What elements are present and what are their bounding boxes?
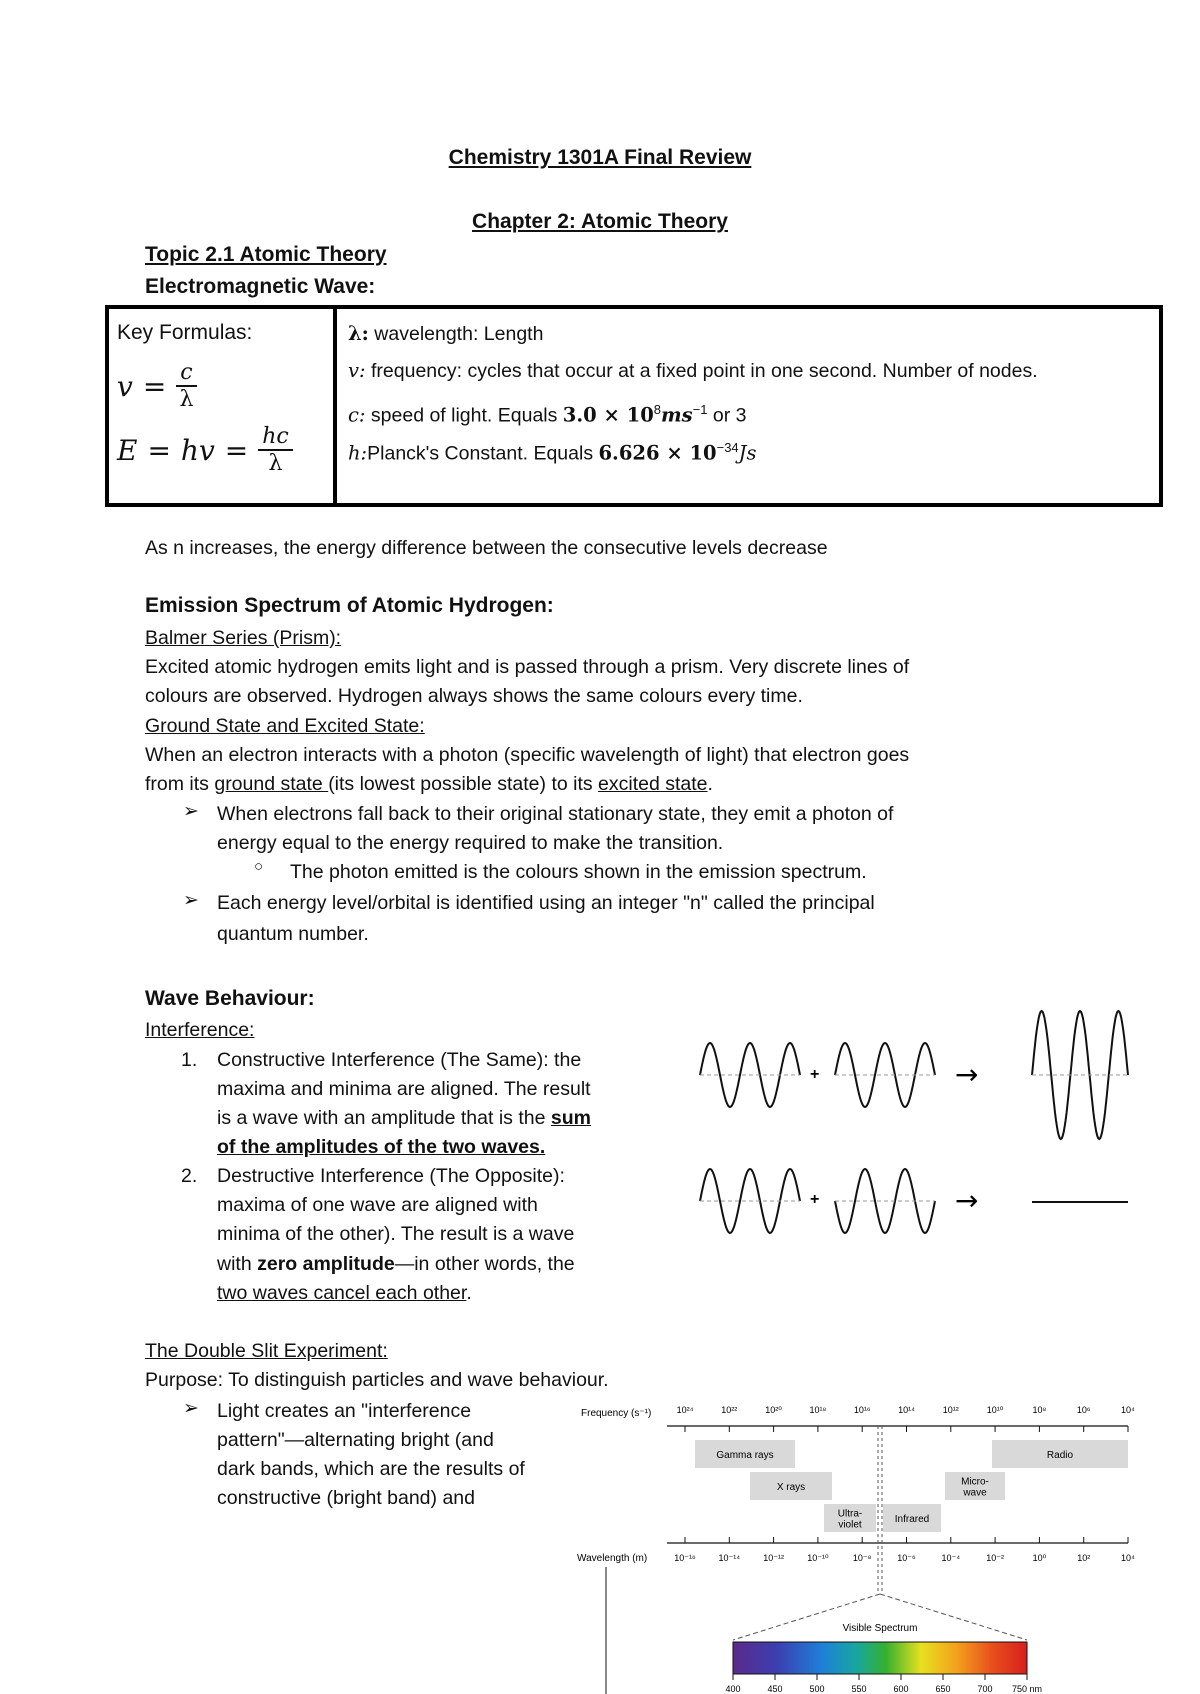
balmer-text-line1: Excited atomic hydrogen emits light and is passed through a prism. Very discrete lines of — [145, 656, 910, 678]
symbol-h: h: — [348, 441, 368, 465]
visible-tick-label: 500 — [809, 1684, 825, 1694]
bullet2-line1: Each energy level/orbital is identified using an integer "n" called the principal — [217, 892, 875, 914]
wavelength-tick-label: 10⁻² — [986, 1553, 1004, 1563]
frequency-axis-label: Frequency (s⁻¹) — [581, 1408, 652, 1419]
item2-line1: Destructive Interference (The Opposite): — [217, 1165, 565, 1187]
formula-definition-speed-of-light — [348, 395, 747, 431]
formula-energy — [117, 424, 293, 477]
arrow-icon: → — [955, 1184, 979, 1217]
formula-box-divider — [333, 305, 337, 507]
frequency-tick-label: 10⁴ — [1121, 1405, 1135, 1415]
section-heading-em-wave: Electromagnetic Wave: — [145, 275, 376, 298]
em-spectrum-diagram — [575, 1398, 1135, 1694]
wavelength-tick-label: 10⁻¹⁴ — [718, 1553, 741, 1563]
circle-bullet-icon: ○ — [254, 858, 264, 875]
formula-definition-planck — [348, 433, 757, 469]
band-label: Infrared — [894, 1514, 930, 1525]
text-run: —in other words, the — [394, 1253, 575, 1275]
frequency-tick-label: 10¹⁰ — [986, 1405, 1004, 1415]
formula-middle: hv — [180, 433, 215, 467]
definition-text: wavelength: Length — [368, 323, 544, 345]
topic-title: Topic 2.1 Atomic Theory — [145, 243, 387, 266]
item2-line4 — [217, 1250, 575, 1279]
symbol-c: c: — [348, 403, 366, 427]
item1-line4: of the amplitudes of the two waves. — [217, 1136, 546, 1158]
band-label: Radio — [1046, 1450, 1074, 1461]
constant-exponent: 8 — [653, 402, 662, 417]
item2-line3: minima of the other). The result is a wave — [217, 1223, 575, 1245]
definition-text: Planck's Constant. Equals — [367, 442, 599, 465]
double-slit-line4: constructive (bright band) and — [217, 1487, 475, 1509]
arrow-icon: → — [955, 1058, 979, 1091]
wavelength-tick-label: 10⁻¹² — [763, 1553, 784, 1563]
energy-note: As n increases, the energy difference between the consecutive levels decrease — [145, 537, 828, 559]
visible-spectrum-label: Visible Spectrum — [842, 1623, 918, 1634]
fraction-denominator: λ — [268, 451, 283, 477]
cancel-term: two waves cancel each other — [217, 1282, 467, 1304]
visible-spectrum-bar — [733, 1642, 1027, 1674]
double-slit-purpose: Purpose: To distinguish particles and wave behaviour. — [145, 1369, 609, 1391]
visible-tick-label: 400 — [725, 1684, 741, 1694]
formula-equals: = — [142, 369, 167, 403]
balmer-text-line2: colours are observed. Hydrogen always shows the same colours every time. — [145, 685, 803, 707]
sub-bullet: The photon emitted is the colours shown in the emission spectrum. — [290, 861, 867, 883]
double-slit-line2: pattern"—alternating bright (and — [217, 1429, 494, 1451]
definition-tail: or 3 — [707, 404, 747, 427]
formula-definition-wavelength — [348, 319, 543, 349]
fraction-numerator: hc — [258, 424, 293, 451]
band-label: Micro- — [961, 1476, 989, 1488]
frequency-tick-label: 10¹⁶ — [853, 1405, 871, 1415]
item1-line3 — [217, 1104, 591, 1133]
formula-fraction — [176, 360, 196, 413]
emphasis-sum: sum — [550, 1107, 591, 1129]
arrow-bullet-icon: ➢ — [183, 890, 199, 911]
frequency-tick-label: 10²² — [721, 1405, 738, 1415]
frequency-tick-label: 10¹⁴ — [898, 1405, 915, 1415]
visible-tick-label: 700 — [977, 1684, 993, 1694]
item1-line2: maxima and minima are aligned. The result — [217, 1078, 591, 1100]
wavelength-tick-label: 10⁻¹⁶ — [674, 1553, 696, 1563]
page-title: Chemistry 1301A Final Review — [448, 146, 752, 169]
visible-tick-label: 550 — [851, 1684, 867, 1694]
visible-tick-label: 750 nm — [1011, 1684, 1043, 1694]
constant-value: 6.626 × 10 — [598, 441, 717, 465]
unit-exponent: −1 — [692, 402, 708, 417]
visible-tick-label: 450 — [767, 1684, 783, 1694]
bullet1-line2: energy equal to the energy required to make the transition. — [217, 832, 724, 854]
emphasis-zero-amplitude: zero amplitude — [257, 1253, 395, 1275]
formula-fraction — [258, 424, 293, 477]
formula-equals: = — [147, 433, 171, 467]
definition-text: frequency: cycles that occur at a fixed point in one second. Number of nodes. — [365, 360, 1038, 382]
formula-definition-frequency — [348, 356, 1038, 386]
list-number: 2. — [181, 1165, 198, 1187]
formula-lhs: E — [117, 433, 138, 467]
frequency-tick-label: 10⁶ — [1076, 1405, 1091, 1415]
chapter-title: Chapter 2: Atomic Theory — [472, 210, 728, 233]
fraction-denominator: λ — [179, 387, 194, 413]
wavelength-axis-label: Wavelength (m) — [577, 1553, 648, 1564]
constant-value: 3.0 × 10 — [562, 403, 654, 427]
frequency-tick-label: 10¹⁸ — [809, 1405, 827, 1415]
double-slit-line1: Light creates an "interference — [217, 1400, 472, 1422]
bullet1-line1: When electrons fall back to their original stationary state, they emit a photon of — [217, 803, 894, 825]
emission-heading: Emission Spectrum of Atomic Hydrogen: — [145, 594, 554, 617]
text-run: (its lowest possible state) to its — [328, 773, 599, 795]
bullet2-line2: quantum number. — [217, 923, 369, 945]
wavelength-tick-label: 10⁰ — [1032, 1553, 1047, 1563]
formula-lhs: v — [117, 369, 133, 403]
fraction-numerator: c — [176, 360, 196, 387]
double-slit-line3: dark bands, which are the results of — [217, 1458, 525, 1480]
text-run: from its — [145, 773, 215, 795]
arrow-bullet-icon: ➢ — [183, 801, 199, 822]
symbol-v: v: — [348, 359, 366, 382]
frequency-tick-label: 10⁸ — [1032, 1405, 1047, 1415]
text-run: with — [217, 1253, 258, 1275]
symbol-lambda: λ: — [348, 322, 369, 345]
wavelength-tick-label: 10² — [1077, 1553, 1091, 1563]
wavelength-tick-label: 10⁻⁴ — [941, 1553, 961, 1563]
item2-line5 — [217, 1279, 472, 1308]
item2-line2: maxima of one wave are aligned with — [217, 1194, 538, 1216]
ground-state-term: ground state — [214, 773, 329, 795]
formula-equals: = — [224, 433, 249, 467]
frequency-tick-label: 10¹² — [942, 1405, 959, 1415]
band-label: Gamma rays — [716, 1450, 774, 1461]
visible-tick-label: 650 — [935, 1684, 951, 1694]
constant-unit: Js — [738, 441, 757, 465]
ground-state-line2 — [145, 770, 713, 799]
list-number: 1. — [181, 1049, 198, 1071]
excited-state-term: excited state — [598, 773, 708, 795]
frequency-tick-label: 10²⁰ — [765, 1405, 782, 1415]
constant-unit: ms — [661, 403, 693, 427]
wavelength-tick-label: 10⁻⁸ — [852, 1553, 872, 1563]
band-label: violet — [838, 1519, 862, 1531]
wavelength-tick-label: 10⁴ — [1121, 1553, 1135, 1563]
interference-diagram — [690, 1000, 1140, 1260]
frequency-tick-label: 10²⁴ — [676, 1405, 694, 1415]
plus-sign: + — [810, 1191, 820, 1208]
wave-heading: Wave Behaviour: — [145, 987, 315, 1010]
item1-line1: Constructive Interference (The Same): the — [217, 1049, 582, 1071]
wavelength-tick-label: 10⁻⁶ — [897, 1553, 916, 1563]
double-slit-label: The Double Slit Experiment: — [145, 1340, 388, 1362]
wavelength-tick-label: 10⁻¹⁰ — [807, 1553, 829, 1563]
arrow-bullet-icon: ➢ — [183, 1398, 199, 1419]
key-formulas-label: Key Formulas: — [117, 321, 253, 344]
ground-state-label: Ground State and Excited State: — [145, 715, 425, 737]
definition-text: speed of light. Equals — [365, 404, 563, 427]
constant-exponent: −34 — [716, 440, 739, 455]
band-label: wave — [963, 1487, 987, 1499]
balmer-label: Balmer Series (Prism): — [145, 627, 342, 649]
plus-sign: + — [810, 1066, 820, 1083]
text-run: . — [466, 1282, 472, 1304]
text-run: . — [707, 773, 713, 795]
ground-state-line1: When an electron interacts with a photon (specific wavelength of light) that electron goes — [145, 744, 910, 766]
interference-label: Interference: — [145, 1019, 255, 1041]
band-label: X rays — [776, 1482, 806, 1493]
visible-tick-label: 600 — [893, 1684, 909, 1694]
band-label: Ultra- — [837, 1508, 863, 1520]
formula-frequency — [117, 360, 197, 413]
text-run: is a wave with an amplitude that is the — [217, 1107, 551, 1129]
